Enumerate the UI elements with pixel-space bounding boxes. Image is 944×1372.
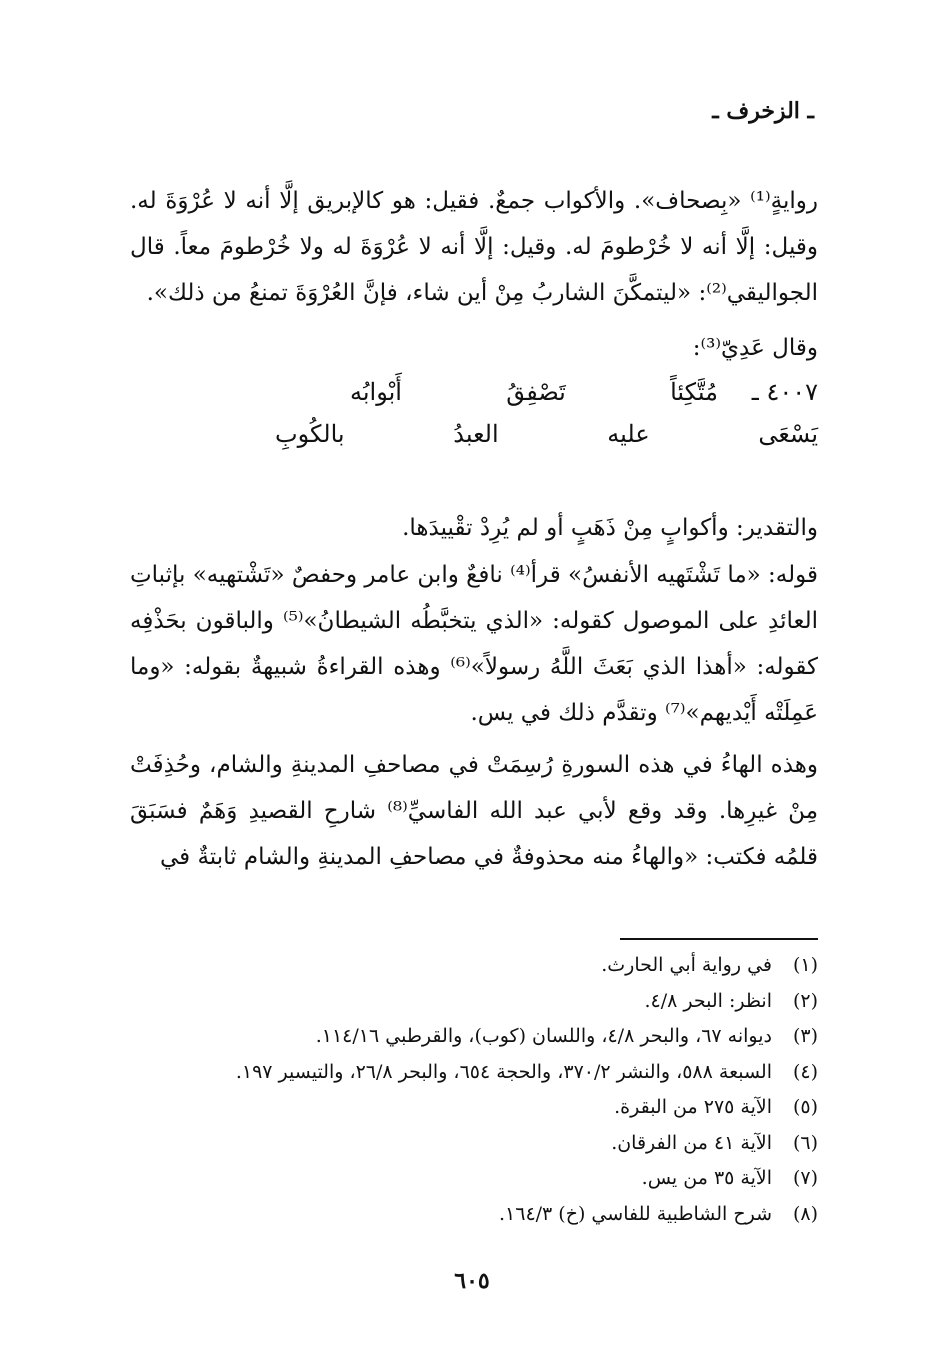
footnote-text: ديوانه ٦٧، والبحر ٤/٨، واللسان (كوب)، والقرطبي ١١٤/١٦. [315, 1025, 772, 1047]
paragraph-1 [130, 178, 818, 316]
footnote [130, 1090, 818, 1126]
footnote-number: (٢) [792, 989, 818, 1012]
paragraph-text: روايةٍ⁽¹⁾ «بِصحاف». والأكواب جمعٌ. فقيل: هو كالإبريق إلَّا أنه لا عُرْوَةَ له. وقيل: إلَّا أنه لا خُرْطومَ له. وقيل: إلَّا أنه لا عُرْوَةَ له ولا خُرْطومَ معاً. قال الجواليقي⁽²⁾: «ليتمكَّنَ الشاربُ مِنْ أين شاء، فإنَّ العُرْوَةَ تمنعُ من ذلك». [130, 188, 818, 306]
verse-word: مُتَّكِئاً [670, 378, 718, 406]
footnote-text: شرح الشاطبية للفاسي (خ) ١٦٤/٣. [498, 1202, 772, 1225]
footnote-number: (١) [792, 954, 818, 976]
footnote-number: (٣) [792, 1025, 818, 1047]
hemistich-words [275, 420, 818, 448]
footnote [130, 1019, 818, 1055]
paragraph-2 [130, 505, 818, 551]
poetry-verse-second-hemistich [130, 420, 818, 460]
footnote-text: الآية ٢٧٥ من البقرة. [614, 1096, 772, 1118]
footnote [130, 1126, 818, 1162]
verse-word: عليه [607, 420, 650, 448]
footnote-text: السبعة ٥٨٨، والنشر ٣٧٠/٢، والحجة ٦٥٤، والبحر ٢٦/٨، والتيسير ١٩٧. [235, 1060, 772, 1083]
footnote [130, 1161, 818, 1197]
footnote-number: (٤) [792, 1060, 818, 1083]
verse-intro-text: وقال عَدِيّ⁽³⁾: [692, 335, 818, 361]
verse-number: ٤٠٠٧ ـ [751, 378, 818, 406]
chapter-header: ـ الزخرف ـ [712, 98, 814, 124]
verse-word: أَبْوابُه [350, 378, 402, 406]
page-number: ٦٠٥ [454, 1268, 490, 1294]
footnote-divider [620, 938, 818, 940]
footnote-text: انظر: البحر ٤/٨. [644, 989, 772, 1012]
footnote-number: (٧) [792, 1167, 818, 1189]
paragraph-text: وهذه الهاءُ في هذه السورةِ رُسِمَتْ في مصاحفِ المدينةِ والشام، وحُذِفَتْ مِنْ غيرِها. وقد وقع لأبي عبد الله الفاسيِّ⁽⁸⁾ شارحِ القصيدِ وَهَمٌ فسَبَقَ قلمُه فكتب: «والهاءُ منه محذوفةٌ في مصاحفِ المدينةِ والشام ثابتةٌ في [130, 752, 819, 870]
footnote-number: (٨) [792, 1202, 818, 1225]
footnote-number: (٦) [792, 1131, 818, 1154]
footnote-number: (٥) [792, 1096, 818, 1118]
poetry-verse-first-hemistich [130, 378, 818, 418]
verse-intro [130, 325, 818, 371]
paragraph-4 [130, 742, 818, 880]
footnote [130, 1197, 818, 1233]
footnote-text: في رواية أبي الحارث. [601, 954, 772, 976]
footnote [130, 984, 818, 1020]
paragraph-text: قوله: «ما تَشْتَهيه الأنفسُ» قرأ⁽⁴⁾ نافعٌ وابن عامر وحفصٌ «تَشْتهيه» بإثباتِ العائدِ على الموصول كقوله: «الذي يتخبَّطُه الشيطانُ»⁽⁵⁾ والباقون بحَذْفِه كقوله: «أهذا الذي بَعَثَ اللَّهُ رسولاً»⁽⁶⁾ وهذه القراءةُ شبيهةٌ بقوله: «وما عَمِلَتْه أَيْديهم»⁽⁷⁾ وتقدَّم ذلك في يس. [130, 562, 818, 726]
verse-word: العبدُ [453, 420, 499, 448]
verse-word: يَسْعَى [758, 420, 818, 448]
footnote [130, 948, 818, 984]
footnote [130, 1055, 818, 1091]
footnote-text: الآية ٤١ من الفرقان. [611, 1131, 772, 1154]
footnote-text: الآية ٣٥ من يس. [641, 1167, 772, 1189]
paragraph-3 [130, 552, 818, 736]
footnotes [130, 948, 818, 1232]
hemistich-words [350, 378, 718, 406]
verse-word: بالكُوبِ [275, 420, 345, 448]
paragraph-text: والتقدير: وأكوابٍ مِنْ ذَهَبٍ أو لم يُرِدْ تقْييدَها. [402, 515, 818, 541]
verse-word: تَصْفِقُ [506, 378, 566, 406]
